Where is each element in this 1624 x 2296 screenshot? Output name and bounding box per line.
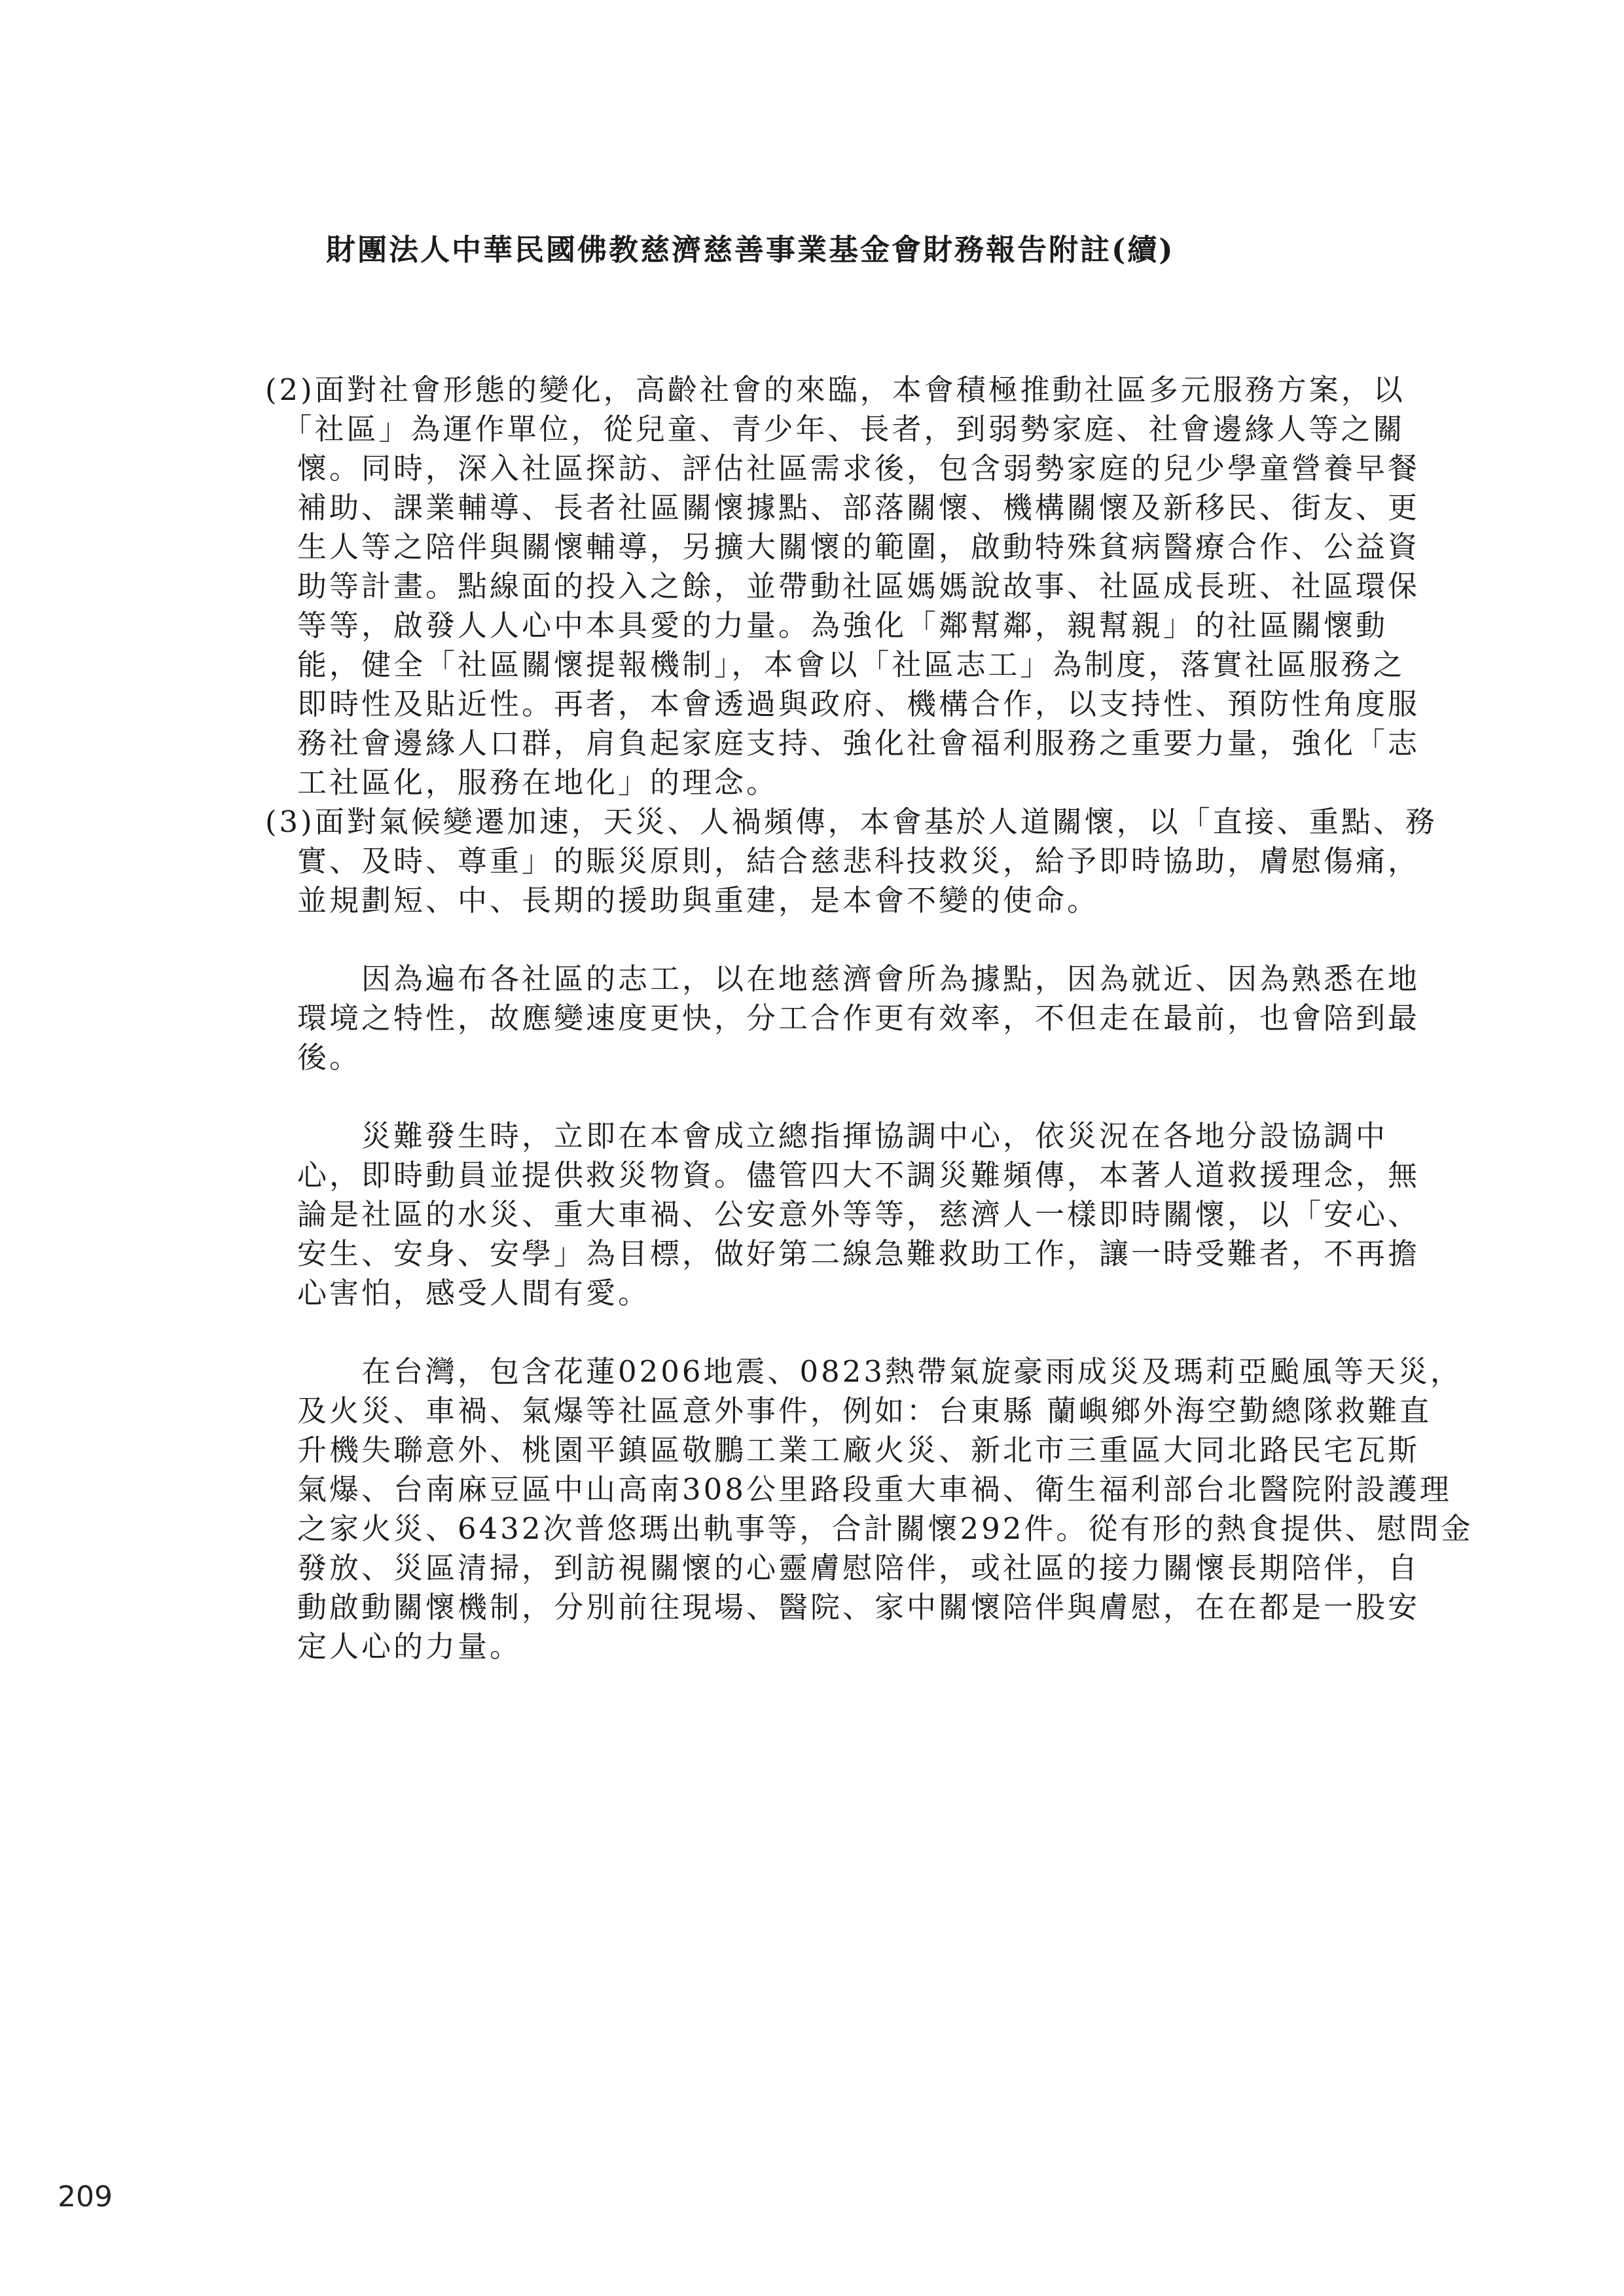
text-line: 補助、課業輔導、長者社區關懷據點、部落關懷、機構關懷及新移民、街友、更 — [265, 490, 1420, 525]
page-title: 財團法人中華民國佛教慈濟慈善事業基金會財務報告附註(續) — [326, 232, 1175, 267]
text-line: 務社會邊緣人口群，肩負起家庭支持、強化社會福利服務之重要力量，強化「志 — [265, 726, 1420, 761]
text-line: 定人心的力量。 — [265, 1629, 522, 1664]
text-line: 並規劃短、中、長期的援助與重建，是本會不變的使命。 — [265, 883, 1100, 918]
text-line: 之家火災、6432次普悠瑪出軌事等，合計關懷292件。從有形的熱食提供、慰問金 — [265, 1511, 1473, 1546]
text-line: (3)面對氣候變遷加速，天災、人禍頻傳，本會基於人道關懷，以「直接、重點、務 — [265, 804, 1437, 839]
text-line: (2)面對社會形態的變化，高齡社會的來臨，本會積極推動社區多元服務方案，以 — [265, 372, 1405, 407]
text-line: 心害怕，感受人間有愛。 — [265, 1276, 651, 1310]
section-3-paragraph-taiwan — [265, 1352, 1473, 1666]
text-line: 安生、安身、安學」為目標，做好第二線急難救助工作，讓一時受難者，不再擔 — [265, 1236, 1420, 1271]
text-line: 懷。同時，深入社區探訪、評估社區需求後，包含弱勢家庭的兒少學童營養早餐 — [265, 451, 1420, 486]
section-3-intro — [265, 802, 1437, 920]
text-line: 生人等之陪伴與關懷輔導，另擴大關懷的範圍，啟動特殊貧病醫療合作、公益資 — [265, 529, 1420, 564]
text-line: 因為遍布各社區的志工，以在地慈濟會所為據點，因為就近、因為熟悉在地 — [265, 961, 1420, 996]
text-line: 升機失聯意外、桃園平鎮區敬鵬工業工廠火災、新北市三重區大同北路民宅瓦斯 — [265, 1433, 1420, 1467]
section-3-paragraph-disaster — [265, 1117, 1430, 1313]
text-line: 氣爆、台南麻豆區中山高南308公里路段重大車禍、衛生福利部台北醫院附設護理 — [265, 1472, 1452, 1507]
text-line: 工社區化，服務在地化」的理念。 — [265, 765, 779, 800]
section-3-paragraph-volunteers — [265, 960, 1430, 1077]
section-2-paragraph — [265, 370, 1430, 802]
text-line: 即時性及貼近性。再者，本會透過與政府、機構合作，以支持性、預防性角度服 — [265, 687, 1420, 721]
text-line: 等等，啟發人人心中本具愛的力量。為強化「鄰幫鄰，親幫親」的社區關懷動 — [265, 608, 1388, 643]
text-line: 災難發生時，立即在本會成立總指揮協調中心，依災況在各地分設協調中 — [265, 1119, 1388, 1153]
text-line: 論是社區的水災、重大車禍、公安意外等等，慈濟人一樣即時關懷，以「安心、 — [265, 1197, 1420, 1232]
text-line: 在台灣，包含花蓮0206地震、0823熱帶氣旋豪雨成災及瑪莉亞颱風等天災， — [265, 1354, 1463, 1389]
text-line: 發放、災區清掃，到訪視關懷的心靈膚慰陪伴，或社區的接力關懷長期陪伴，自 — [265, 1551, 1420, 1585]
page-number: 209 — [58, 2180, 113, 2214]
notes-body — [265, 370, 1473, 1666]
text-line: 能，健全「社區關懷提報機制」，本會以「社區志工」為制度，落實社區服務之 — [265, 647, 1405, 682]
text-line: 「社區」為運作單位，從兒童、青少年、長者，到弱勢家庭、社會邊緣人等之關 — [265, 412, 1405, 446]
text-line: 實、及時、尊重」的賑災原則，結合慈悲科技救災，給予即時協助，膚慰傷痛， — [265, 844, 1420, 878]
text-line: 動啟動關懷機制，分別前往現場、醫院、家中關懷陪伴與膚慰，在在都是一股安 — [265, 1590, 1420, 1624]
text-line: 環境之特性，故應變速度更快，分工合作更有效率，不但走在最前，也會陪到最 — [265, 1001, 1420, 1035]
text-line: 及火災、車禍、氣爆等社區意外事件，例如：台東縣 蘭嶼鄉外海空勤總隊救難直 — [265, 1393, 1432, 1428]
text-line: 助等計畫。點線面的投入之餘，並帶動社區媽媽說故事、社區成長班、社區環保 — [265, 569, 1420, 603]
text-line: 後。 — [265, 1040, 362, 1075]
text-line: 心，即時動員並提供救災物資。儘管四大不調災難頻傳，本著人道救援理念，無 — [265, 1158, 1420, 1193]
